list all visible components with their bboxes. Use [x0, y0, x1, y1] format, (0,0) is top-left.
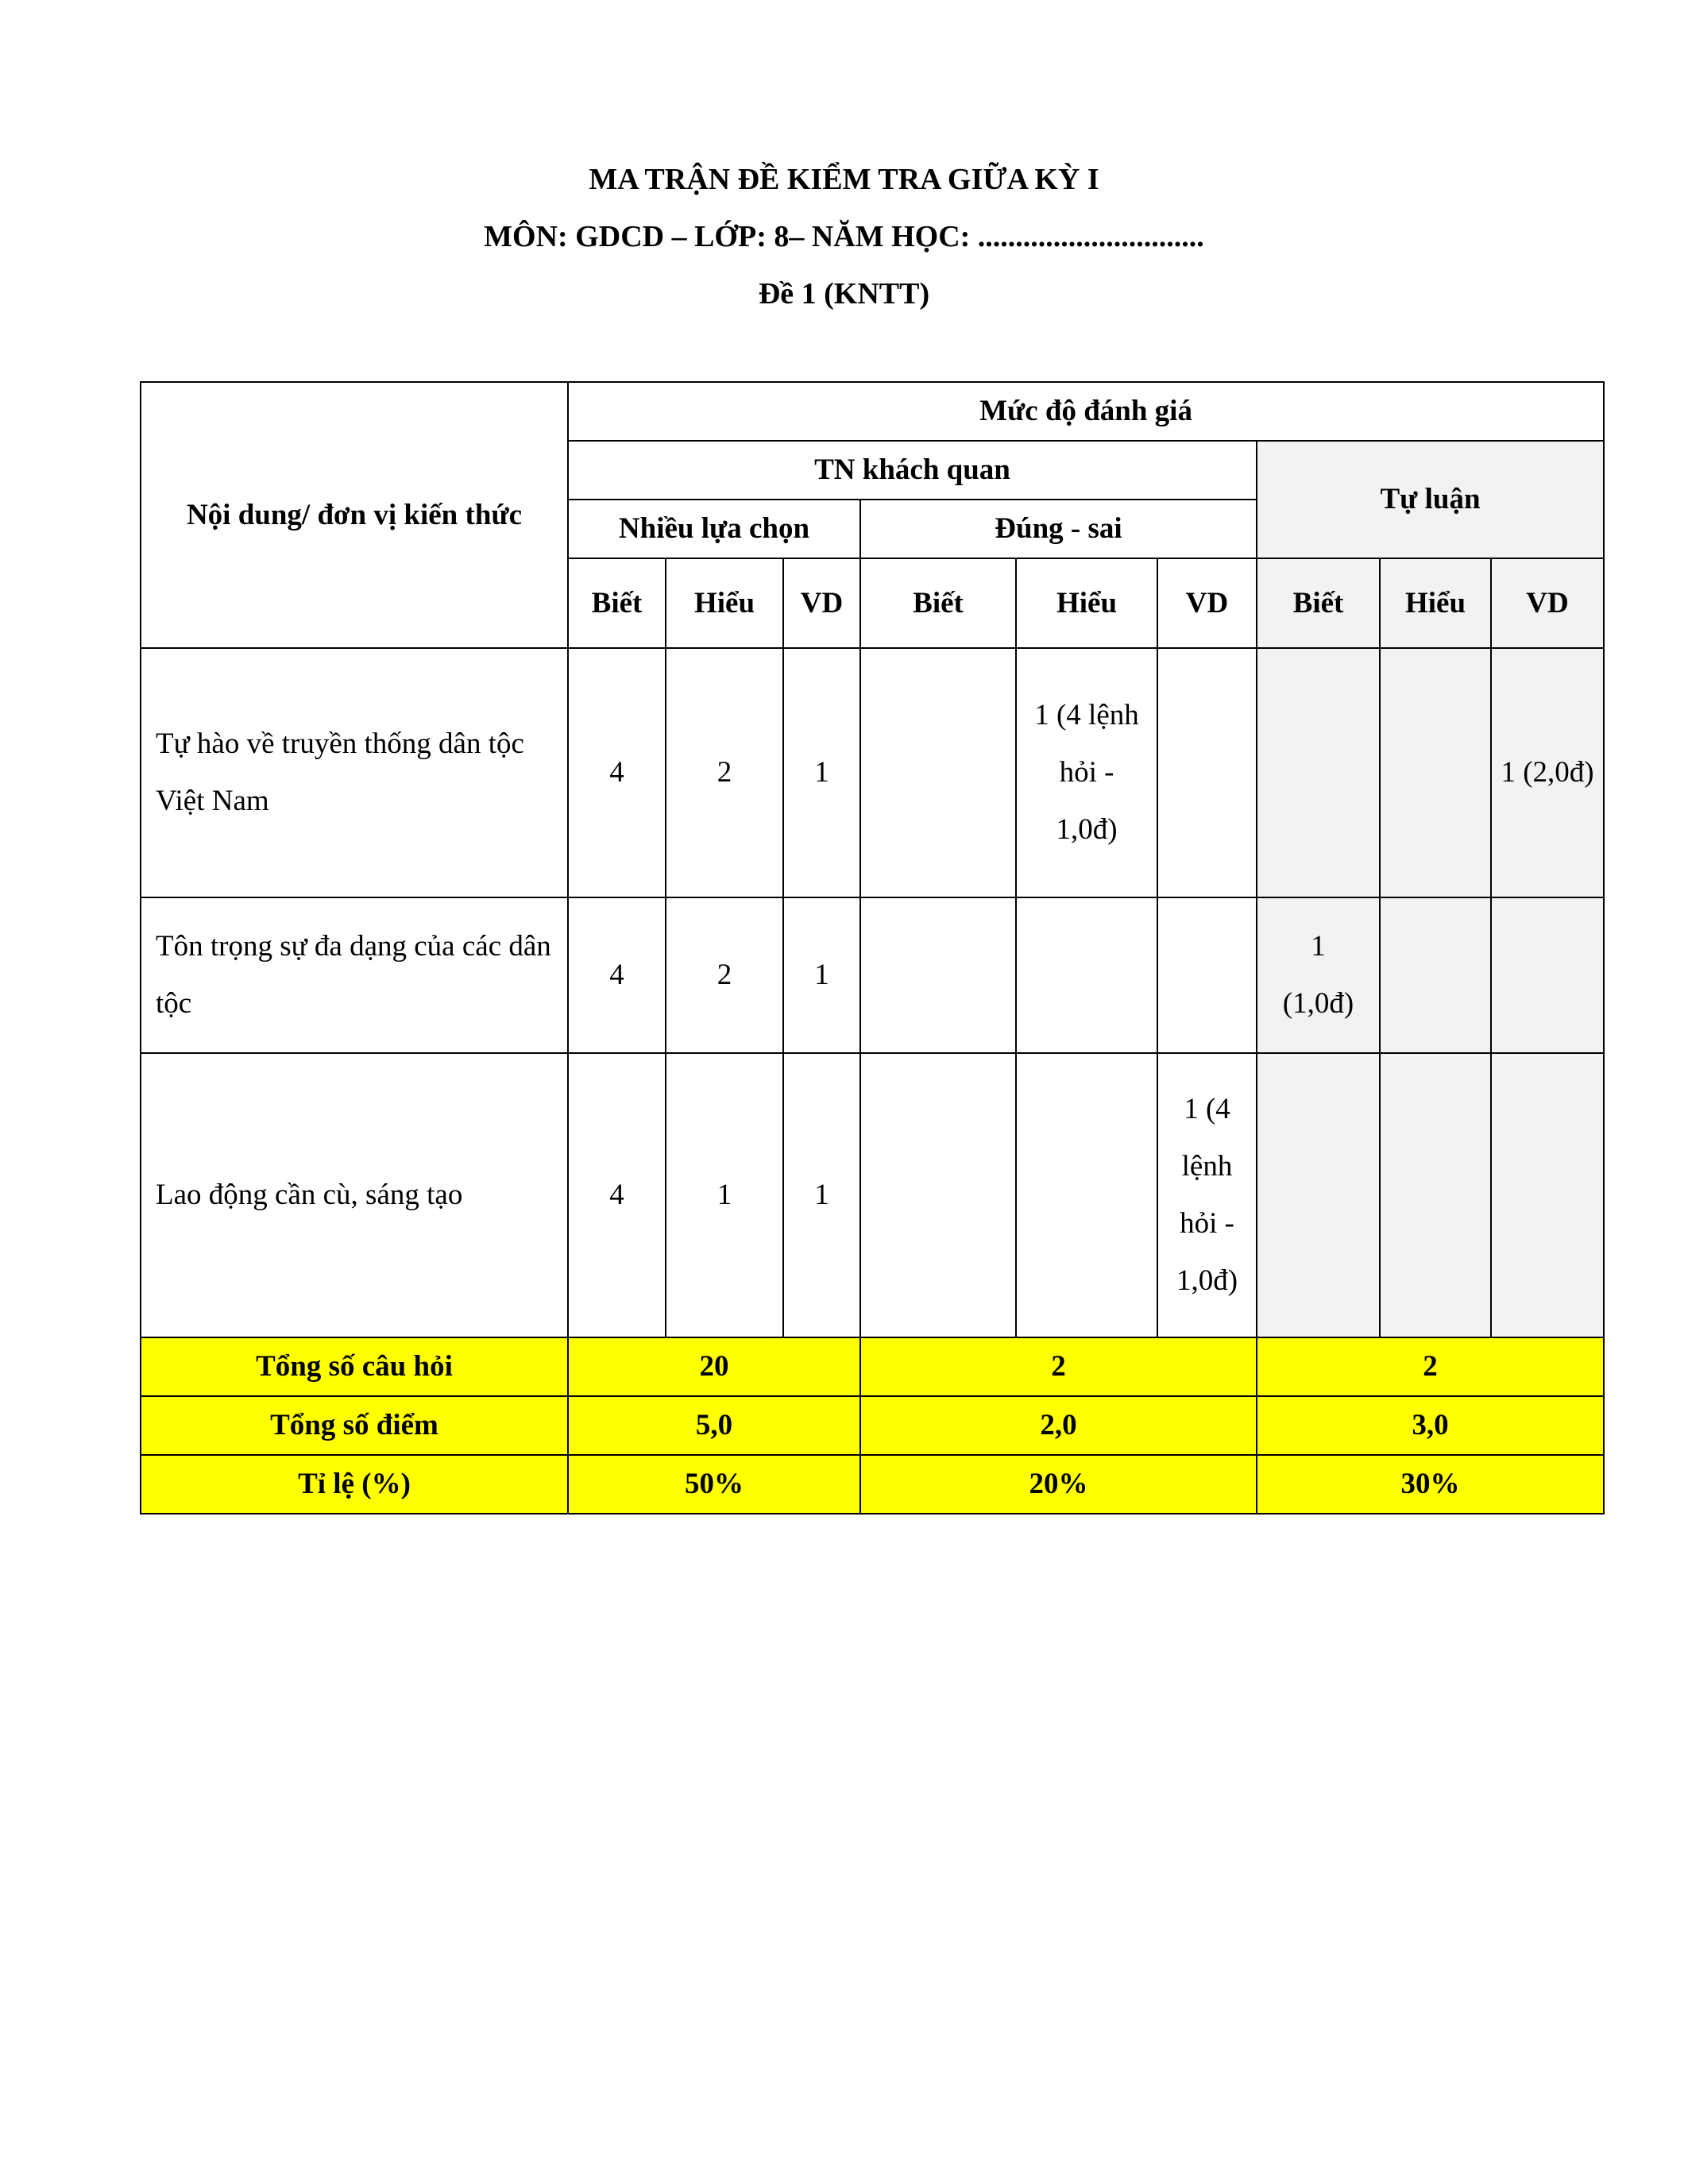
- cell-mc-vd: 1: [783, 897, 860, 1053]
- tl-vd-header: VD: [1491, 558, 1604, 648]
- tl-biet-header: Biết: [1257, 558, 1380, 648]
- level-header: Mức độ đánh giá: [568, 382, 1604, 441]
- cell-mc-biet: 4: [568, 1053, 666, 1337]
- ds-hieu-header: Hiểu: [1016, 558, 1157, 648]
- totals-tl: 30%: [1257, 1455, 1604, 1514]
- totals-tn-mc: 5,0: [568, 1396, 860, 1455]
- cell-mc-hieu: 2: [666, 648, 783, 897]
- cell-mc-hieu: 2: [666, 897, 783, 1053]
- row-content: Tôn trọng sự đa dạng của các dân tộc: [141, 897, 568, 1053]
- tl-hieu-header: Hiểu: [1380, 558, 1491, 648]
- mc-vd-header: VD: [783, 558, 860, 648]
- tn-header: TN khách quan: [568, 441, 1257, 500]
- totals-row: [141, 1337, 1604, 1396]
- document-header: [0, 151, 1688, 322]
- assessment-matrix-table: [140, 381, 1605, 1515]
- table-row: [141, 897, 1604, 1053]
- cell-ds-hieu: [1016, 897, 1157, 1053]
- totals-tn-ds: 20%: [860, 1455, 1257, 1514]
- ds-header: Đúng - sai: [860, 500, 1257, 558]
- cell-tl-hieu: [1380, 897, 1491, 1053]
- cell-tl-vd: [1491, 897, 1604, 1053]
- cell-tl-biet: [1257, 648, 1380, 897]
- mc-header: Nhiều lựa chọn: [568, 500, 860, 558]
- row-content: Lao động cần cù, sáng tạo: [141, 1053, 568, 1337]
- cell-mc-biet: 4: [568, 648, 666, 897]
- cell-mc-biet: 4: [568, 897, 666, 1053]
- cell-tl-biet: [1257, 1053, 1380, 1337]
- totals-label: Tỉ lệ (%): [141, 1455, 568, 1514]
- cell-tl-hieu: [1380, 1053, 1491, 1337]
- totals-tn-ds: 2,0: [860, 1396, 1257, 1455]
- totals-tl: 3,0: [1257, 1396, 1604, 1455]
- totals-tn-ds: 2: [860, 1337, 1257, 1396]
- table-row: [141, 1053, 1604, 1337]
- cell-tl-vd: [1491, 1053, 1604, 1337]
- cell-tl-hieu: [1380, 648, 1491, 897]
- cell-ds-hieu: 1 (4 lệnh hỏi - 1,0đ): [1016, 648, 1157, 897]
- tl-header: Tự luận: [1257, 441, 1604, 558]
- cell-ds-vd: 1 (4 lệnh hỏi - 1,0đ): [1157, 1053, 1257, 1337]
- mc-biet-header: Biết: [568, 558, 666, 648]
- document-subtitle: MÔN: GDCD – LỚP: 8– NĂM HỌC: ..............................: [484, 220, 1204, 253]
- totals-tn-mc: 50%: [568, 1455, 860, 1514]
- content-column-header: Nội dung/ đơn vị kiến thức: [141, 382, 568, 648]
- cell-ds-biet: [860, 1053, 1016, 1337]
- cell-ds-vd: [1157, 648, 1257, 897]
- ds-vd-header: VD: [1157, 558, 1257, 648]
- row-content: Tự hào về truyền thống dân tộc Việt Nam: [141, 648, 568, 897]
- totals-row: [141, 1396, 1604, 1455]
- mc-hieu-header: Hiểu: [666, 558, 783, 648]
- cell-mc-vd: 1: [783, 1053, 860, 1337]
- document-title: MA TRẬN ĐỀ KIỂM TRA GIỮA KỲ I: [589, 163, 1099, 196]
- cell-ds-vd: [1157, 897, 1257, 1053]
- exam-label: Đề 1 (KNTT): [758, 277, 930, 311]
- table-row: [141, 648, 1604, 897]
- totals-label: Tổng số điểm: [141, 1396, 568, 1455]
- header-row-1: [141, 382, 1604, 441]
- cell-mc-hieu: 1: [666, 1053, 783, 1337]
- totals-tn-mc: 20: [568, 1337, 860, 1396]
- cell-mc-vd: 1: [783, 648, 860, 897]
- cell-tl-biet: 1 (1,0đ): [1257, 897, 1380, 1053]
- cell-ds-biet: [860, 648, 1016, 897]
- totals-tl: 2: [1257, 1337, 1604, 1396]
- totals-label: Tổng số câu hỏi: [141, 1337, 568, 1396]
- totals-row: [141, 1455, 1604, 1514]
- cell-ds-biet: [860, 897, 1016, 1053]
- cell-tl-vd: 1 (2,0đ): [1491, 648, 1604, 897]
- cell-ds-hieu: [1016, 1053, 1157, 1337]
- ds-biet-header: Biết: [860, 558, 1016, 648]
